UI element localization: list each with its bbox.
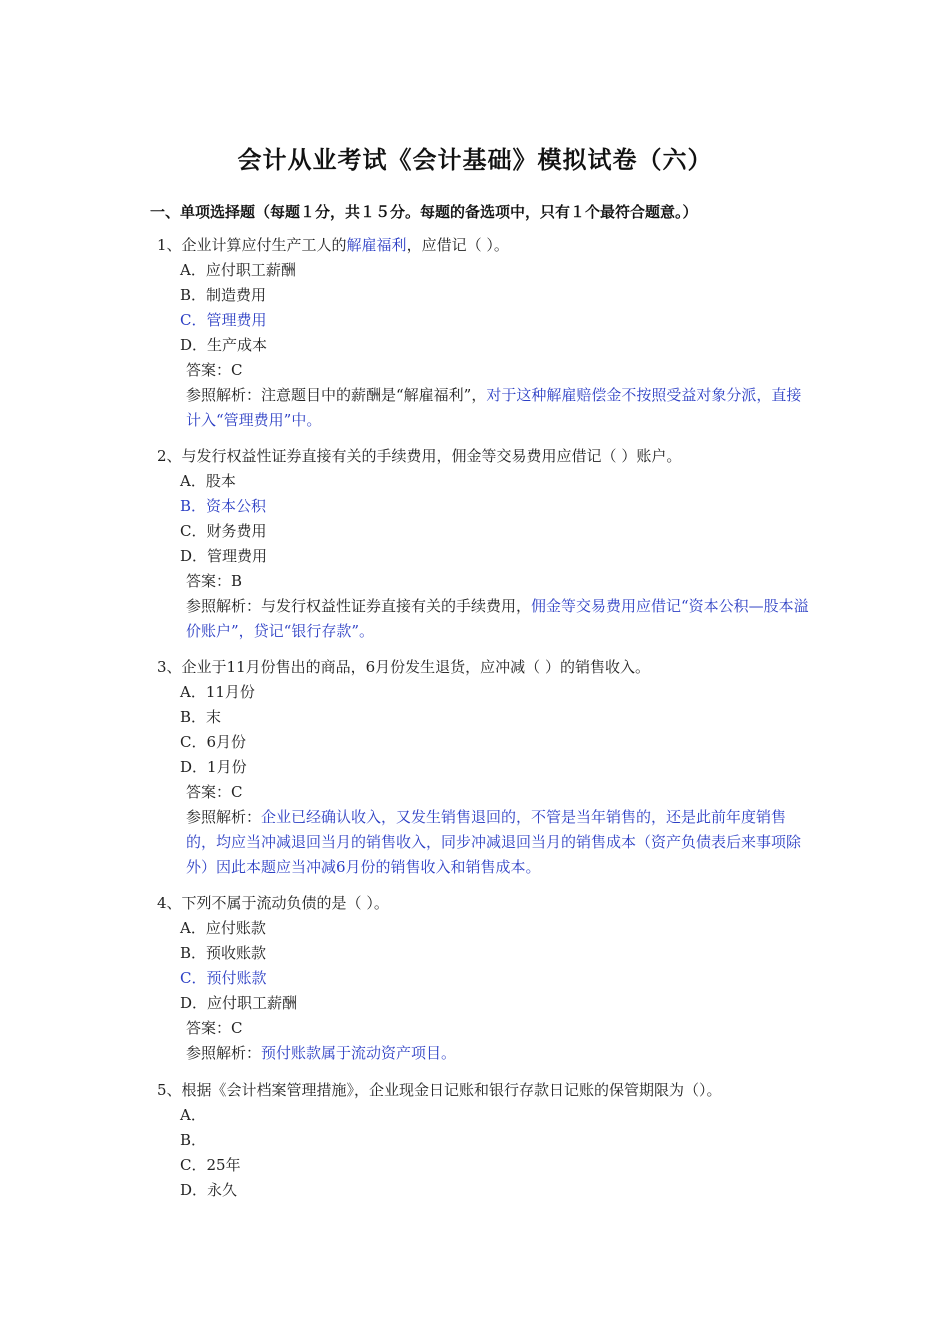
question-5-stem: 5、根据《会计档案管理措施》，企业现金日记账和银行存款日记账的保管期限为（）。 [157,1081,722,1099]
question-2-explanation: 参照解析：与发行权益性证券直接有关的手续费用，佣金等交易费用应借记“资本公积—股本溢价账户”，贷记“银行存款”。 [186,597,809,640]
question-5-option-d: D．永久 [180,1181,238,1199]
question-4-option-a: A．应付账款 [180,919,266,937]
question-5-option-c: C．25年 [180,1156,241,1174]
question-3-stem: 3、企业于11月份售出的商品，6月份发生退货，应冲减（ ）的销售收入。 [157,658,650,676]
section-heading: 一、单项选择题（每题１分，共１５分。每题的备选项中，只有１个最符合题意。） [150,203,698,221]
question-3-explanation: 参照解析：企业已经确认收入，又发生销售退回的，不管是当年销售的，还是此前年度销售的，均应当冲减退回当月的销售收入，同步冲减退回当月的销售成本（资产负债表后来事项除外）因此本题应当冲减6月份的销售收入和销售成本。 [186,808,802,876]
question-3-option-b: B．末 [180,708,222,726]
document-title: 会计从业考试《会计基础》模拟试卷（六） [237,146,713,174]
question-1-option-b: B．制造费用 [180,286,267,304]
question-3-option-d: D．1月份 [180,758,247,776]
question-2-option-a: A．股本 [180,472,236,490]
question-3-option-c: C．6月份 [180,733,247,751]
question-4-option-c: C．预付账款 [180,969,267,987]
question-4-explanation: 参照解析：预付账款属于流动资产项目。 [186,1044,457,1062]
question-4-option-d: D．应付职工薪酬 [180,994,298,1012]
question-2-option-c: C．财务费用 [180,522,267,540]
question-3-option-a: A．11月份 [180,683,255,701]
question-1-option-a: A．应付职工薪酬 [180,261,296,279]
question-4-answer: 答案：C [186,1019,243,1037]
question-4-option-b: B．预收账款 [180,944,267,962]
question-1-explanation: 参照解析：注意题目中的薪酬是“解雇福利”，对于这种解雇赔偿金不按照受益对象分派，直接计入“管理费用”中。 [186,386,802,429]
question-1-stem: 1、企业计算应付生产工人的解雇福利，应借记（ ）。 [157,236,509,254]
question-2-stem: 2、与发行权益性证券直接有关的手续费用，佣金等交易费用应借记（ ）账户。 [157,447,682,465]
question-5-option-a: A． [180,1106,206,1124]
question-2-option-d: D．管理费用 [180,547,268,565]
question-3-answer: 答案：C [186,783,243,801]
question-5-option-b: B． [180,1131,207,1149]
question-1-option-c: C．管理费用 [180,311,267,329]
question-2-option-b: B．资本公积 [180,497,267,515]
question-2-answer: 答案：B [186,572,243,590]
question-1-option-d: D．生产成本 [180,336,268,354]
question-1-answer: 答案：C [186,361,243,379]
question-4-stem: 4、下列不属于流动负债的是（ ）。 [157,894,389,912]
